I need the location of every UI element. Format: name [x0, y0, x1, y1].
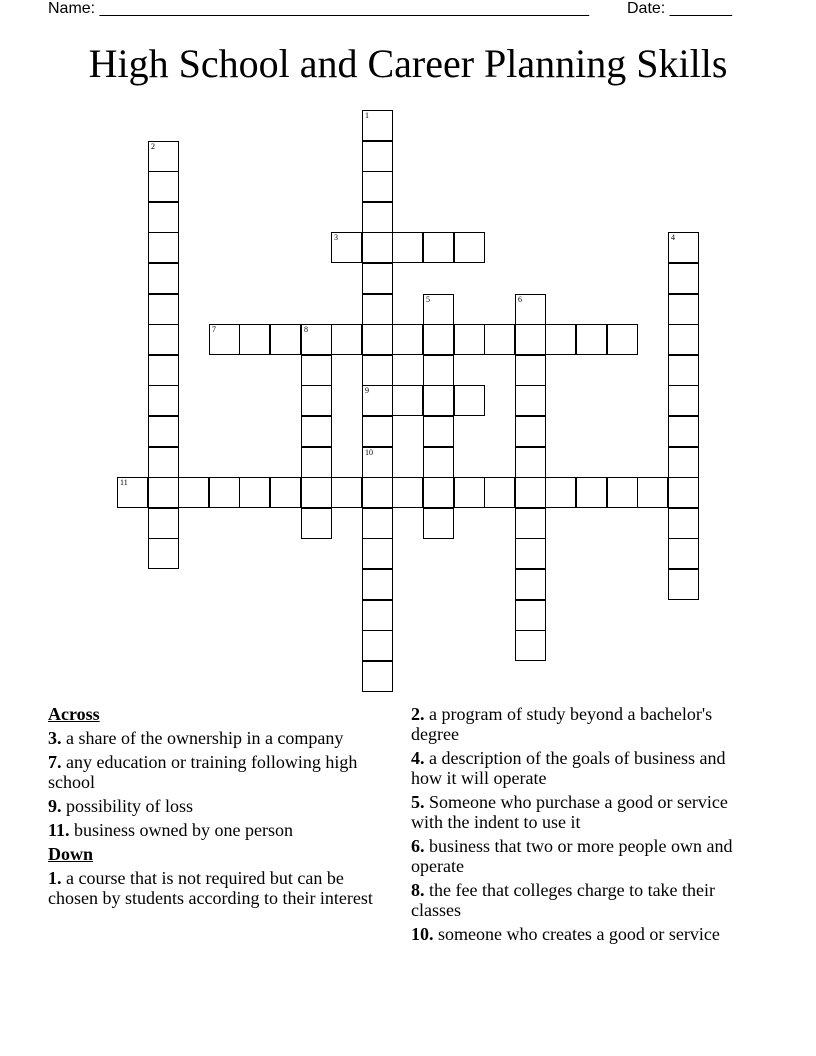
clue-number: 9 — [365, 386, 369, 395]
crossword-cell[interactable] — [668, 263, 699, 294]
crossword-cell[interactable] — [515, 600, 546, 631]
crossword-cell[interactable] — [423, 447, 454, 478]
clue-text: a share of the ownership in a company — [61, 728, 344, 748]
crossword-cell[interactable] — [515, 538, 546, 569]
crossword-cell[interactable] — [515, 324, 546, 355]
crossword-cell[interactable] — [362, 141, 393, 172]
clue-number-label: 5. — [411, 792, 425, 812]
crossword-cell[interactable] — [148, 477, 179, 508]
clue-item — [48, 752, 393, 792]
clue-item — [48, 728, 393, 748]
clue-number-label: 3. — [48, 728, 62, 748]
crossword-cell[interactable] — [515, 508, 546, 539]
crossword-cell[interactable] — [484, 477, 515, 508]
crossword-cell[interactable] — [148, 385, 179, 416]
clue-number-label: 8. — [411, 880, 425, 900]
crossword-cell[interactable] — [362, 171, 393, 202]
crossword-cell[interactable] — [331, 477, 362, 508]
crossword-cell[interactable] — [362, 202, 393, 233]
crossword-cell[interactable] — [392, 385, 423, 416]
crossword-cell[interactable] — [423, 416, 454, 447]
clue-text: possibility of loss — [61, 796, 194, 816]
crossword-cell[interactable] — [209, 324, 240, 355]
crossword-cell[interactable] — [301, 477, 332, 508]
crossword-cell[interactable] — [607, 324, 638, 355]
clues-left-column — [48, 704, 393, 912]
clue-text: a program of study beyond a bachelor's degree — [411, 704, 713, 744]
clues-right-column — [411, 704, 751, 948]
crossword-cell[interactable] — [423, 232, 454, 263]
crossword-cell[interactable] — [423, 385, 454, 416]
crossword-cell[interactable] — [515, 630, 546, 661]
crossword-cell[interactable] — [423, 477, 454, 508]
crossword-cell[interactable] — [362, 600, 393, 631]
crossword-cell[interactable] — [362, 447, 393, 478]
clue-number: 7 — [212, 325, 216, 334]
clue-item — [411, 880, 751, 920]
clue-item — [411, 924, 751, 944]
crossword-cell[interactable] — [362, 355, 393, 386]
clue-item — [48, 868, 393, 908]
clue-text: Someone who purchase a good or service with the indent to use it — [411, 792, 728, 832]
crossword-cell[interactable] — [270, 324, 301, 355]
crossword-cell[interactable] — [668, 294, 699, 325]
clue-number: 4 — [671, 233, 675, 242]
clue-number: 5 — [426, 295, 430, 304]
clue-number: 3 — [334, 233, 338, 242]
clue-number-label: 4. — [411, 748, 425, 768]
crossword-cell[interactable] — [148, 355, 179, 386]
crossword-cell[interactable] — [362, 569, 393, 600]
clue-text: any education or training following high school — [48, 752, 358, 792]
clue-number-label: 10. — [411, 924, 434, 944]
crossword-cell[interactable] — [576, 477, 607, 508]
crossword-cell[interactable] — [668, 385, 699, 416]
crossword-cell[interactable] — [668, 447, 699, 478]
crossword-cell[interactable] — [148, 202, 179, 233]
crossword-cell[interactable] — [392, 477, 423, 508]
clue-number-label: 9. — [48, 796, 62, 816]
clue-text: the fee that colleges charge to take their classes — [411, 880, 716, 920]
crossword-cell[interactable] — [515, 355, 546, 386]
crossword-cell[interactable] — [576, 324, 607, 355]
crossword-cell[interactable] — [668, 569, 699, 600]
clue-item — [411, 748, 751, 788]
clue-number-label: 2. — [411, 704, 425, 724]
crossword-cell[interactable] — [239, 477, 270, 508]
crossword-cell[interactable] — [209, 477, 240, 508]
crossword-cell[interactable] — [362, 630, 393, 661]
crossword-cell[interactable] — [607, 477, 638, 508]
clue-item — [411, 792, 751, 832]
crossword-cell[interactable] — [423, 355, 454, 386]
crossword-cell[interactable] — [515, 294, 546, 325]
clue-number: 2 — [151, 142, 155, 151]
crossword-cell[interactable] — [454, 324, 485, 355]
clue-item — [411, 704, 751, 744]
crossword-cell[interactable] — [148, 232, 179, 263]
crossword-cell[interactable] — [148, 416, 179, 447]
crossword-cell[interactable] — [484, 324, 515, 355]
crossword-cell[interactable] — [270, 477, 301, 508]
crossword-cell[interactable] — [148, 294, 179, 325]
crossword-cell[interactable] — [545, 324, 576, 355]
crossword-cell[interactable] — [515, 385, 546, 416]
crossword-cell[interactable] — [392, 232, 423, 263]
name-field-label: Name: _______________________________________________________ — [48, 0, 589, 17]
crossword-cell[interactable] — [668, 355, 699, 386]
clue-text: a course that is not required but can be chosen by students according to their interest — [48, 868, 373, 908]
clue-text: business that two or more people own and operate — [411, 836, 733, 876]
crossword-cell[interactable] — [362, 477, 393, 508]
clue-number-label: 11. — [48, 820, 70, 840]
clue-text: a description of the goals of business and how it will operate — [411, 748, 726, 788]
clue-number-label: 7. — [48, 752, 62, 772]
crossword-cell[interactable] — [362, 232, 393, 263]
page-title: High School and Career Planning Skills — [88, 41, 728, 86]
clue-number-label: 1. — [48, 868, 62, 888]
crossword-cell[interactable] — [668, 538, 699, 569]
crossword-cell[interactable] — [301, 355, 332, 386]
crossword-cell[interactable] — [301, 324, 332, 355]
crossword-cell[interactable] — [178, 477, 209, 508]
crossword-cell[interactable] — [668, 477, 699, 508]
crossword-cell[interactable] — [148, 263, 179, 294]
crossword-cell[interactable] — [392, 324, 423, 355]
crossword-cell[interactable] — [454, 385, 485, 416]
crossword-cell[interactable] — [423, 508, 454, 539]
crossword-cell[interactable] — [454, 232, 485, 263]
across-clue-list — [48, 728, 393, 840]
crossword-cell[interactable] — [515, 416, 546, 447]
crossword-cell[interactable] — [668, 232, 699, 263]
crossword-cell[interactable] — [423, 324, 454, 355]
clue-number: 6 — [518, 295, 522, 304]
crossword-cell[interactable] — [668, 508, 699, 539]
clue-item — [48, 796, 393, 816]
clue-text: business owned by one person — [69, 820, 293, 840]
date-field-label: Date: _______ — [627, 0, 732, 17]
crossword-cell[interactable] — [148, 171, 179, 202]
crossword-cell[interactable] — [362, 385, 393, 416]
crossword-cell[interactable] — [454, 477, 485, 508]
crossword-cell[interactable] — [515, 569, 546, 600]
clue-number: 11 — [120, 478, 128, 487]
clue-number: 1 — [365, 111, 369, 120]
crossword-cell[interactable] — [331, 324, 362, 355]
clue-item — [48, 820, 393, 840]
crossword-cell[interactable] — [668, 324, 699, 355]
crossword-cell[interactable] — [239, 324, 270, 355]
crossword-cell[interactable] — [362, 416, 393, 447]
across-heading: Across — [48, 704, 100, 724]
crossword-cell[interactable] — [117, 477, 148, 508]
down-clue-list — [48, 868, 393, 908]
clue-number: 10 — [365, 448, 373, 457]
crossword-cell[interactable] — [362, 538, 393, 569]
crossword-cell[interactable] — [148, 447, 179, 478]
crossword-cell[interactable] — [668, 416, 699, 447]
crossword-cell[interactable] — [148, 538, 179, 569]
clue-text: someone who creates a good or service — [433, 924, 720, 944]
crossword-cell[interactable] — [331, 232, 362, 263]
crossword-cell[interactable] — [301, 416, 332, 447]
crossword-cell[interactable] — [301, 447, 332, 478]
crossword-cell[interactable] — [148, 508, 179, 539]
crossword-cell[interactable] — [423, 294, 454, 325]
crossword-cell[interactable] — [515, 477, 546, 508]
crossword-cell[interactable] — [545, 477, 576, 508]
crossword-cell[interactable] — [148, 141, 179, 172]
crossword-cell[interactable] — [515, 447, 546, 478]
down-heading: Down — [48, 844, 94, 864]
crossword-cell[interactable] — [362, 110, 393, 141]
down-clue-list-continued — [411, 704, 751, 944]
clue-item — [411, 836, 751, 876]
crossword-cell[interactable] — [362, 263, 393, 294]
clue-number: 8 — [304, 325, 308, 334]
crossword-cell[interactable] — [637, 477, 668, 508]
clue-number-label: 6. — [411, 836, 425, 856]
crossword-cell[interactable] — [362, 294, 393, 325]
crossword-cell[interactable] — [362, 508, 393, 539]
crossword-cell[interactable] — [301, 508, 332, 539]
crossword-cell[interactable] — [301, 385, 332, 416]
crossword-cell[interactable] — [362, 661, 393, 692]
crossword-cell[interactable] — [148, 324, 179, 355]
crossword-cell[interactable] — [362, 324, 393, 355]
